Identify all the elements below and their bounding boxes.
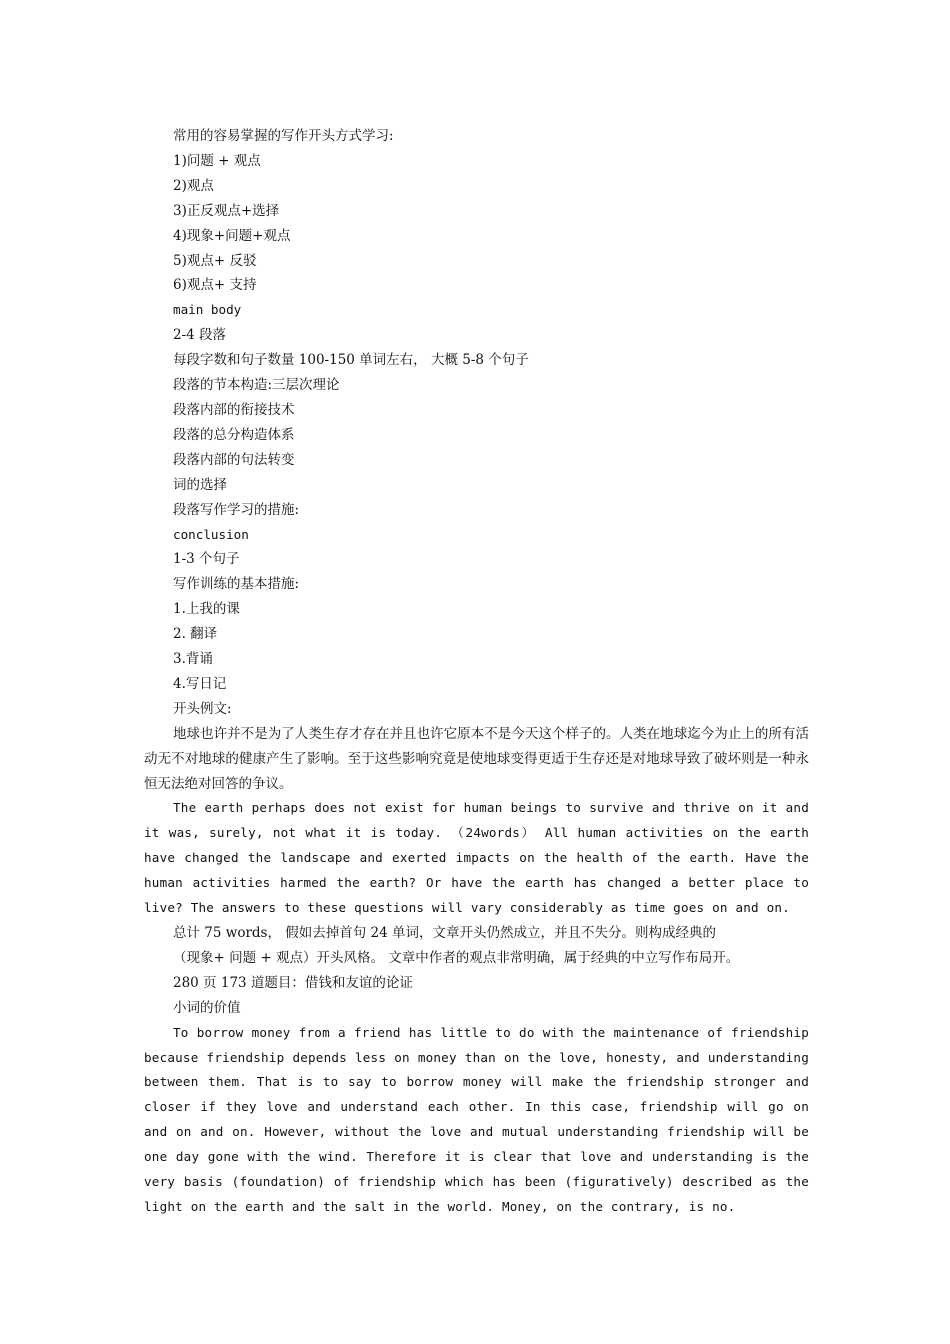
intro-item: 1-3 个句子 xyxy=(173,551,240,568)
intro-item: 写作训练的基本措施: xyxy=(173,576,300,593)
intro-item: 词的选择 xyxy=(173,476,227,493)
intro-item: 3.背诵 xyxy=(173,651,213,668)
document-page xyxy=(144,124,809,1220)
intro-item: 段落写作学习的措施: xyxy=(173,501,300,518)
essay-paragraph-english: To borrow money from a friend has little to do with the maintenance of friendship because friendship depends less on money than on the love, honesty, and understanding between them. That is to say to borrow money will make the friendship stronger and closer if they love and understand each other. In this case, friendship will go on and on and on. However, without the love and mutual understanding friendship will be one day gone with the wind. Therefore it is clear that love and understanding is the very basis (foundation) of friendship which has been (figuratively) described as the light on the earth and the salt in the world. Money, on the contrary, is no. xyxy=(144,1024,809,1214)
intro-item: 段落内部的句法转变 xyxy=(173,451,295,468)
section-label-main-body: main body xyxy=(173,302,242,318)
intro-item: 5)观点+ 反驳 xyxy=(173,252,257,269)
intro-item: 2-4 段落 xyxy=(173,327,227,344)
intro-item: 段落的总分构造体系 xyxy=(173,426,295,443)
summary-line: 总计 75 words， 假如去掉首句 24 单词，文章开头仍然成立，并且不失分。则构成经典的 xyxy=(173,925,717,941)
small-words-heading: 小词的价值 xyxy=(173,999,241,1016)
example-heading: 开头例文: xyxy=(173,700,232,717)
example-paragraph-english: The earth perhaps does not exist for human beings to survive and thrive on it and it was, surely, not what it is today. （24words） All human activities on the earth have changed the landscape and exerted impacts on the health of the earth. Have the human activities harmed the earth? Or have the earth has changed a better place to live? The answers to these questions will vary considerably as time goes on and on. xyxy=(144,800,809,916)
intro-heading: 常用的容易掌握的写作开头方式学习: xyxy=(173,128,394,144)
intro-item: 2)观点 xyxy=(173,177,214,194)
topic-line: 280 页 173 道题目：借钱和友谊的论证 xyxy=(173,974,413,991)
intro-item: 1)问题 + 观点 xyxy=(173,152,261,169)
section-label-conclusion: conclusion xyxy=(173,526,249,542)
intro-item: 3)正反观点+选择 xyxy=(173,202,280,219)
intro-item: 2. 翻译 xyxy=(173,626,218,643)
intro-item: 6)观点+ 支持 xyxy=(173,277,257,294)
intro-item: 段落的节本构造:三层次理论 xyxy=(173,377,340,394)
intro-item: 每段字数和句子数量 100-150 单词左右， 大概 5-8 个句子 xyxy=(173,352,529,369)
intro-item: 4)现象+问题+观点 xyxy=(173,227,291,244)
intro-item: 段落内部的衔接技术 xyxy=(173,401,295,418)
intro-item: 1.上我的课 xyxy=(173,601,240,618)
summary-line: （现象+ 问题 + 观点）开头风格。 文章中作者的观点非常明确，属于经典的中立写作布局开。 xyxy=(173,949,740,966)
example-paragraph-chinese: 地球也许并不是为了人类生存才存在并且也许它原本不是今天这个样子的。人类在地球迄今为止上的所有活动无不对地球的健康产生了影响。至于这些影响究竟是使地球变得更适于生存还是对地球导致了破坏则是一种永恒无法绝对回答的争议。 xyxy=(144,725,809,792)
intro-item: 4.写日记 xyxy=(173,675,227,692)
